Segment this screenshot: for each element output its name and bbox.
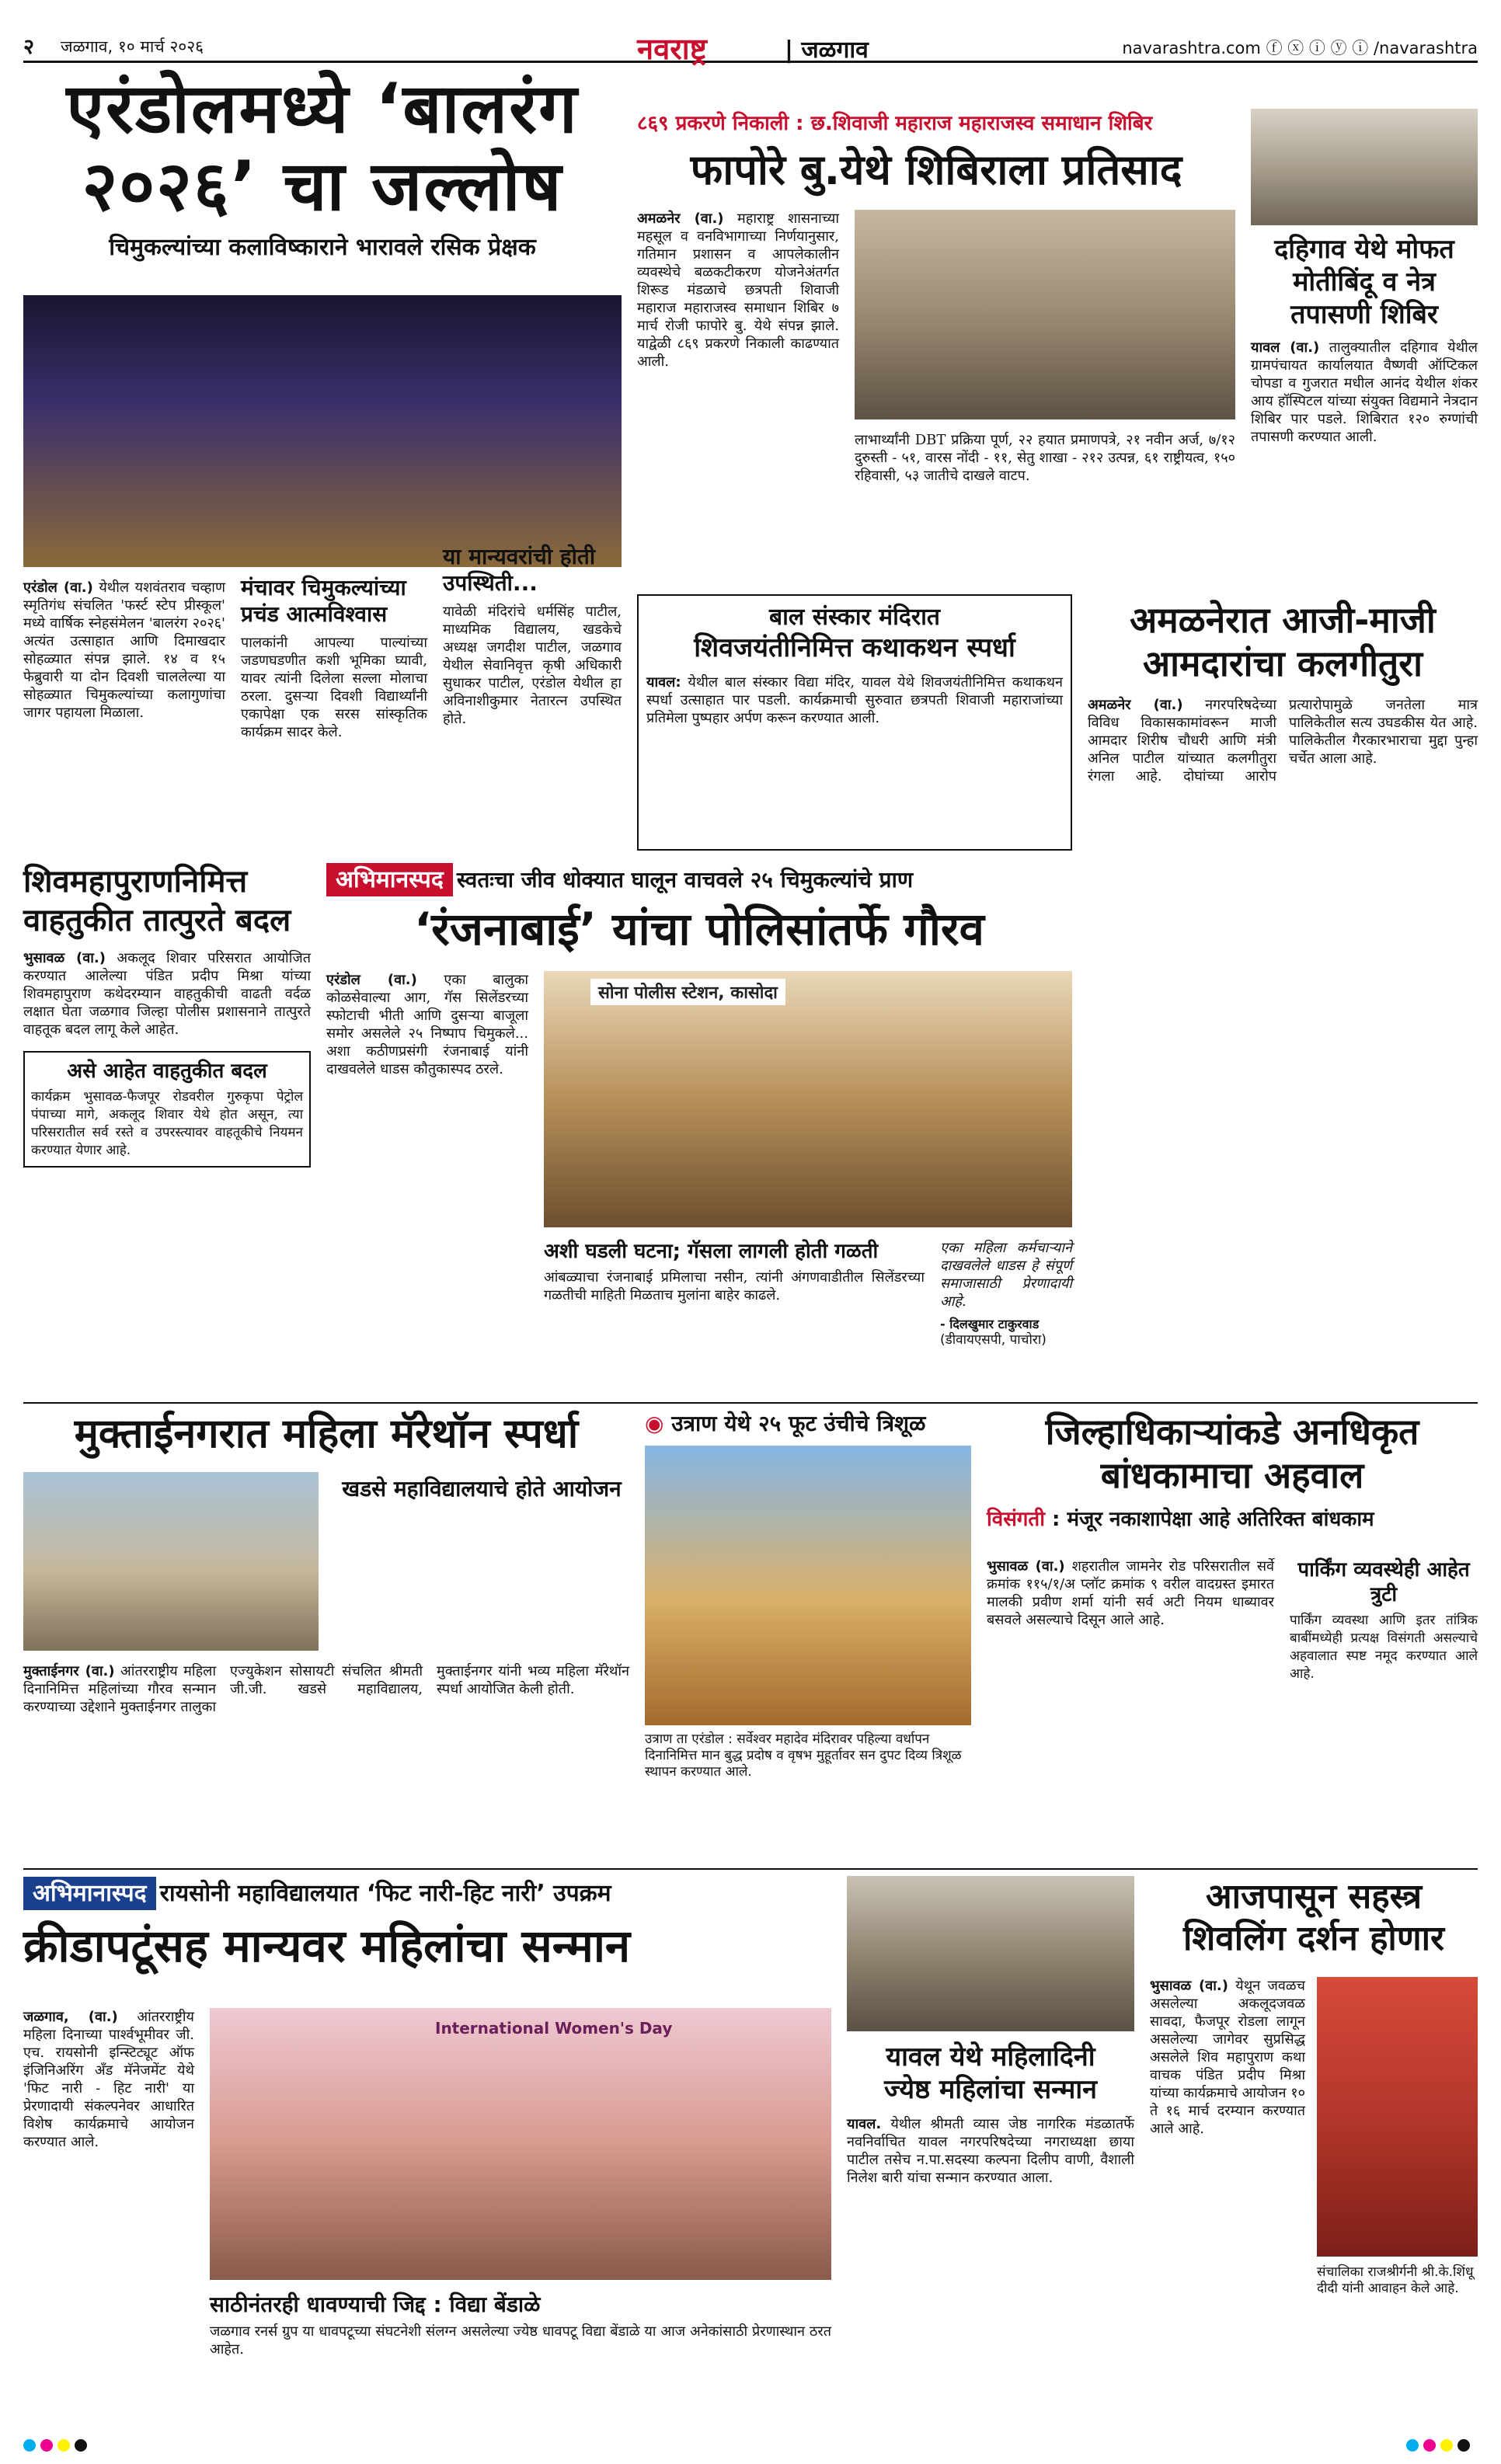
website-link[interactable]: navarashtra.com ⓕ ⓧ ⓘ ⓨ ⓘ /navarashtra [1122,39,1478,57]
subhead: चिमुकल्यांच्या कलाविष्काराने भारावले रसिक प्रेक्षक [109,234,536,261]
photo-caption: संचालिका राजश्रीर्गनी श्री.के.शिंधू दीदी यांनी आवाहन केले आहे. [1317,2264,1474,2296]
box-body: कार्यक्रम भुसावळ-फैजपूर रोडवरील गुरुकृपा पेट्रोल पंपाच्या मागे, अकलूद शिवार येथे होत असून, त्या परिसरातील सर्व रस्ते व उपरस्त्यावर वाहतूकीचे नियमन करण्यात येणार आहे. [31,1089,303,1158]
headline: आजपासून सहस्त्र शिवलिंग दर्शन होणार [1182,1877,1445,1958]
story-body: अमळनेर (वा.) महाराष्ट्र शासनाच्या महसूल व वनविभागाच्या निर्णयानुसार, गतिमान प्रशासन व आपलेकालीन व्यवस्थेचे बळकटीकरण योजनेअंतर्गत शिरूड मंडळाचे छत्रपती शिवाजी महाराज महाराजस्व समाधान शिबिर ७ मार्च रोजी फापोरे बु. येथे संपन्न झाले. याद्वेळी ८६९ प्रकरणे निकाली काढण्यात आली. [637,211,839,370]
edition-name: | जळगाव [785,37,869,64]
story-construction [987,1410,1478,1860]
social-icons: ⓕ ⓧ ⓘ ⓨ ⓘ [1266,39,1369,57]
shivling-photo [1317,1977,1478,2257]
headline: ◉ उत्राण येथे २५ फूट उंचीचे त्रिशूळ [645,1411,926,1436]
story-yawal-women [847,1876,1134,2435]
headline: ‘रंजनाबाई’ यांचा पोलिसांतर्फे गौरव [414,903,984,955]
story-body: मुक्ताईनगर (वा.) आंतरराष्ट्रीय महिला दिनानिमित्त महिलांच्या गौरव सन्मान करण्याच्या उद्देशाने मुक्ताईनगर तालुका एज्युकेशन सोसायटी संचलित श्रीमती जी.जी. खडसे महाविद्यालय, मुक्ताईनगर यांनी भव्य महिला मॅरेथॉन स्पर्धा आयोजित केली होती. [23,1663,629,1715]
story-body: भुसावळ (वा.) अकलूद शिवार परिसरात आयोजित करण्यात आलेल्या पंडित प्रदीप मिश्रा यांच्या शिवमहापुराण कथेदरम्यान वाहतुकीची वाढती वर्दळ लक्षात घेता जळगाव जिल्हा पोलीस प्रशासनाने तात्पुरते वाहतूक बदल लागू केले आहेत. [23,950,311,1038]
kicker: विसंगती : मंजूर नकाशापेक्षा आहे अतिरिक्त बांधकाम [987,1508,1374,1531]
magenta-dot [40,2439,53,2452]
section-divider [23,1868,1478,1870]
guests-box [443,544,622,728]
inset-body: जळगाव रनर्स ग्रुप या धावपटूच्या संघटनेशी संलग्न असलेल्या ज्येष्ठ धावपटू विद्या बेंडाळे या आज अनेकांसाठी प्रेरणास्थान ठरत आहेत. [210,2323,831,2358]
pull-quote [940,1239,1072,1349]
story-balrang [23,70,622,854]
story-body: जळगाव, (वा.) आंतरराष्ट्रीय महिला दिनाच्या पार्श्वभूमीवर जी. एच. रायसोनी इन्स्टिट्यूट ऑफ इंजिनिअरिंग अँड मॅनेजमेंट येथे 'फिट नारी - हिट नारी' या प्रेरणादायी संकल्पनेवर आधारित विशेष कार्यक्रमाचे आयोजन करण्यात आले. [23,2009,194,2150]
kicker-tag: अभिमानस्पद [326,863,453,896]
box-title: मंचावर चिमुकल्यांच्या प्रचंड आत्मविश्वास [241,575,406,627]
sidebar-box [241,575,427,741]
quote-text: एका महिला कर्मचाऱ्याने दाखवलेले धाडस हे संपूर्ण समाजासाठी प्रेरणादायी आहे. [940,1240,1072,1310]
story-body: यावल. येथील श्रीमती व्यास जेष्ठ नागरिक मंडळातर्फे नवनिर्वाचित यावल नगरपरिषदेच्या नगराध्यक्षा छाया पाटील तसेच न.पा.सदस्या कल्पना दिलीप वाणी, वैशाली निलेश बारी यांचा सन्मान करण्यात आला. [847,2116,1134,2186]
story-kathakathan [637,594,1072,851]
story-amalner [1088,598,1478,1390]
subhead: खडसे महाविद्यालयाचे होते आयोजन [342,1476,622,1502]
changes-box [23,1051,311,1168]
box-title: या मान्यवरांची होती उपस्थिती... [443,544,596,596]
yellow-dot [57,2439,70,2452]
story-dahigaon [1251,109,1478,583]
event-banner: International Women's Day [435,2019,673,2038]
headline: शिवजयंतीनिमित्त कथाकथन स्पर्धा [694,632,1015,663]
story-trishul [645,1410,971,1860]
story-raisoni [23,1876,831,2435]
story-body: भुसावळ (वा.) शहरातील जामनेर रोड परिसरातील सर्वे क्रमांक ११५/१/अ प्लॉट क्रमांक ९ वरील वादग्रस्त इमारत मालकी प्रवीण शर्मा यांनी सर्व अटी नियम धाब्यावर बसवले असल्याचे दिसून आले आहे. [987,1558,1274,1628]
inset-story [210,2292,831,2358]
story-body: भुसावळ (वा.) येथून जवळच असलेल्या अकलूदजवळ सावदा, फैजपूर रोडला लागून असलेल्या जागेवर सुप्रसिद्ध असलेले शिव महापुराण कथा वाचक पंडित प्रदीप मिश्रा यांच्या कार्यक्रमाचे आयोजन १० ते १६ मार्च दरम्यान करण्यात आले आहे. [1150,1978,1305,2137]
inset-body: आंबळ्याचा रंजनाबाई प्रमिलाचा नसीन, त्यांनी अंगणवाडीतील सिलेंडरच्या गळतीची माहिती मिळताच मुलांना बाहेर काढले. [544,1269,925,1303]
story-body: अमळनेर (वा.) नगरपरिषदेच्या विविध विकासकामांवरून माजी आमदार शिरीष चौधरी आणि मंत्री अनिल पाटील यांच्यात कलगीतुरा रंगला आहे. दोघांच्या आरोप प्रत्यारोपामुळे जनतेला मात्र पालिकेतील सत्य उघडकीस येत आहे. पालिकेतील गैरकारभाराचा मुद्दा पुन्हा चर्चेत आला आहे. [1088,697,1478,785]
cyan-dot [1406,2439,1419,2452]
story-body: एरंडोल (वा.) एका बालुका कोळसेवाल्या आग, गॅस सिलेंडरच्या स्फोटाची भीती आणि दुसऱ्या बाजूला समोर असलेले २५ निष्पाप चिमुकले... अशा कठीणप्रसंगी रंजनाबाई यांनी दाखवलेले धाडस कौतुकास्पद ठरले. [326,972,528,1077]
temple-photo [645,1446,971,1725]
headline: अमळनेरात आजी-माजी आमदारांचा कलगीतुरा [1130,599,1436,684]
story-body: यावल: येथील बाल संस्कार विद्या मंदिर, यावल येथे शिवजयंतीनिमित्त कथाकथन स्पर्धा उत्साहात पार पडली. कार्यक्रमाची सुरुवात छत्रपती शिवाजी महाराजांच्या प्रतिमेला पुष्पहार अर्पण करून करण्यात आली. [646,674,1063,726]
award-photo [544,971,1072,1227]
camera-icon: ◉ [645,1411,664,1436]
brand-logo: नवराष्ट्र [637,32,707,66]
black-dot [75,2439,87,2452]
black-dot [1457,2439,1470,2452]
cyan-dot [23,2439,36,2452]
story-body-2: लाभार्थ्यांनी DBT प्रक्रिया पूर्ण, २२ हयात प्रमाणपत्रे, २१ नवीन अर्ज, ७/१२ दुरुस्ती - ५१, वारस नोंदी - ११, सेतु शाखा - २१२ उत्पन्न, ६१ राष्ट्रीयत्व, १५० रहिवासी, ५३ जातीचे दाखले वाटप. [855,432,1235,484]
section-divider [23,1402,1478,1404]
camp-photo [855,210,1235,419]
kicker-row: अभिमानास्पद रायसोनी महाविद्यालयात ‘फिट नारी-हिट नारी’ उपक्रम [23,1876,831,1909]
kicker: बाल संस्कार मंदिरात [769,604,940,631]
headline: जिल्हाधिकाऱ्यांकडे अनधिकृत बांधकामाचा अहवाल [1045,1411,1419,1496]
story-marathon [23,1410,629,1860]
inset-title: साठीनंतरही धावण्याची जिद्द : विद्या बेंडाळे [210,2292,541,2317]
parking-box [1290,1557,1478,1683]
headline: फापोरे बु.येथे शिबिराला प्रतिसाद [690,145,1182,194]
headline-line2: २०२६’ चा जल्लोष [82,146,563,226]
page-number: २ [23,35,35,59]
story-body: एरंडोल (वा.) येथील यशवंतराव चव्हाण स्मृतिगंध संचलित 'फर्स्ट स्टेप प्रीस्कूल' मध्ये वार्षिक स्नेहसंमेलन 'बालरंग २०२६' अत्यंत उत्साहात आणि दिमाखदार सोहळ्यात संपन्न झाले. १४ व १५ फेब्रुवारी या दोन दिवशी चाललेल्या या सोहळ्यात चिमुकल्यांच्या कलागुणांचा जागर पहायला मिळाला. [23,579,225,721]
story-ranjanabai [326,862,1072,1398]
masthead [23,31,1478,66]
kicker-tag: अभिमानास्पद [23,1877,156,1910]
story-fapore [637,109,1235,583]
inset-story [544,1239,925,1304]
story-traffic [23,862,311,1398]
quote-author: - दिलखुमार टाकुरवाड [940,1317,1040,1331]
honorees-photo [210,2008,831,2280]
photo-caption: उत्राण ता एरंडोल : सर्वेश्वर महादेव मंदिरावर पहिल्या वर्धापन दिनानिमित्त मान बुद्ध प्रदोष व वृषभ मुहूर्तावर सन दुपट दिव्य त्रिशूळ स्थापन करण्यात आले. [645,1731,962,1780]
kicker: ८६९ प्रकरणे निकाली : छ.शिवाजी महाराज महाराजस्व समाधान शिबिर [637,112,1153,135]
registration-marks-right [1406,2439,1475,2455]
eye-camp-photo [1251,109,1478,225]
box-body: पार्किंग व्यवस्था आणि इतर तांत्रिक बाबींमध्येही प्रत्यक्ष विसंगती असल्याचे अहवालात स्पष्ट नमूद करण्यात आले आहे. [1290,1613,1478,1682]
marathon-photo [23,1472,319,1651]
box-title: पार्किंग व्यवस्थेही आहेत त्रुटी [1297,1558,1470,1606]
headline: यावल येथे महिलादिनी ज्येष्ठ महिलांचा सन्मान [883,2041,1098,2105]
story-body: यावल (वा.) तालुक्यातील दहिगाव येथील ग्रामपंचायत कार्यालयात वैष्णवी ऑप्टिकल चोपडा व गुजरात मधील आनंद येथील शंकर आय हॉस्पिटल यांच्या संयुक्त विद्यमाने नेत्रदान शिबिर पार पडले. शिबिरात १२० रुग्णांची तपासणी करण्यात आली. [1251,339,1478,445]
headline: मुक्ताईनगरात महिला मॅरेथॉन स्पर्धा [74,1411,579,1457]
kicker-row: अभिमानस्पद स्वतःचा जीव धोक्यात घालून वाचवले २५ चिमुकल्यांचे प्राण [326,862,1072,895]
headline: दहिगाव येथे मोफत मोतीबिंदू व नेत्र तपासणी शिबिर [1274,234,1454,330]
registration-marks-left [23,2439,92,2455]
station-sign: सोना पोलीस स्टेशन, कासोदा [590,979,785,1005]
headline: क्रीडापटूंसह मान्यवर महिलांचा सन्मान [23,1919,631,1972]
box-title: असे आहेत वाहतुकीत बदल [67,1060,267,1083]
headline: शिवमहापुराणनिमित्त वाहतुकीत तात्पुरते बदल [23,864,291,938]
headline: एरंडोलमध्ये ‘बालरंग [66,68,579,148]
magenta-dot [1423,2439,1436,2452]
quote-role: (डीवायएसपी, पाचोरा) [940,1332,1047,1348]
stage-photo [23,295,622,567]
group-photo [847,1876,1134,2031]
story-shivling [1150,1876,1478,2435]
yellow-dot [1440,2439,1453,2452]
box-body: पालकांनी आपल्या पाल्यांच्या जडणघडणीत कशी भूमिका घ्यावी, यावर त्यांनी दिलेला सल्ला मोलाचा ठरला. दुसऱ्या दिवशी विद्यार्थ्यांनी एकापेक्षा एक सरस सांस्कृतिक कार्यक्रम सादर केले. [241,635,427,740]
box-body: यावेळी मंदिरांचे धर्मसिंह पाटील, माध्यमिक विद्यालय, खडकेचे अध्यक्ष जगदीश पाटील, जळगाव येथील सेवानिवृत्त कृषी अधिकारी सुधाकर पाटील, एरंडोल येथील हा अविनाशीकुमार नेतारत्न उपस्थित होते. [443,604,622,727]
issue-date: जळगाव, १० मार्च २०२६ [61,37,204,56]
inset-title: अशी घडली घटना; गॅसला लागली होती गळती [544,1240,879,1263]
